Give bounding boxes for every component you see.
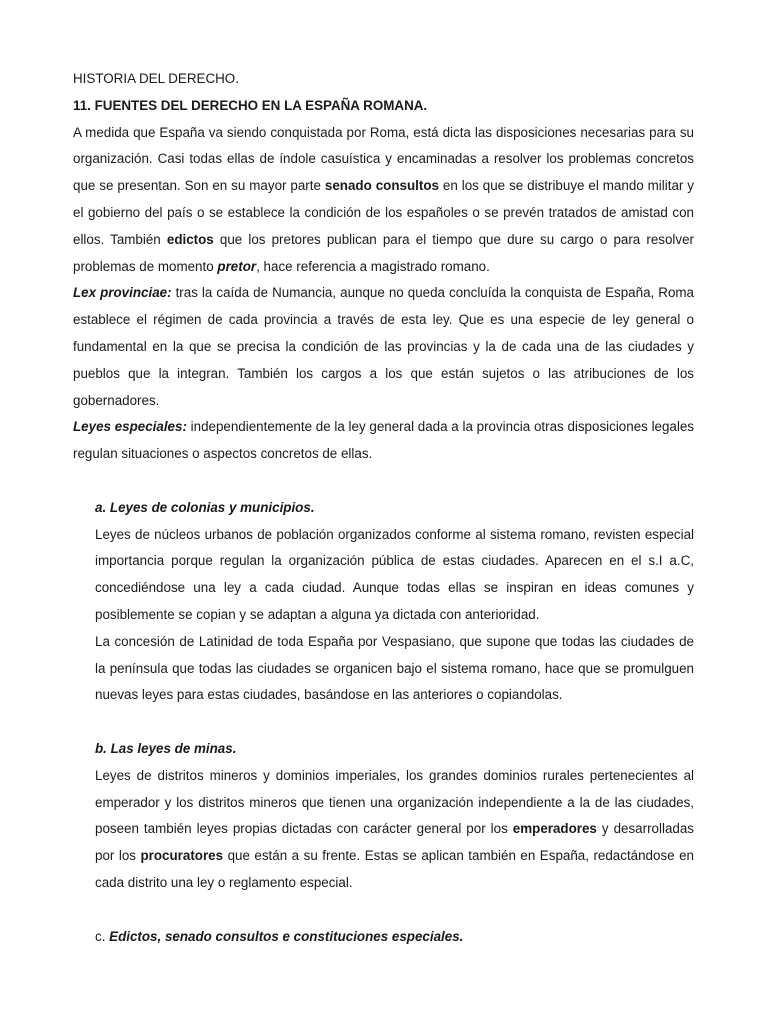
spacer — [73, 709, 694, 736]
leyes-especiales-text: independientemente de la ley general dada a la provincia otras disposiciones legales regulan situaciones o aspectos concretos de ellas. — [73, 419, 694, 462]
intro-text-1: A medida que España va siendo conquistada por Roma, está dicta las disposiciones necesarias para su organización. Casi todas ellas de índole casuística y encaminadas a resolver los problemas concretos que se presentan. Son en su mayor parte — [73, 124, 694, 194]
section-c — [95, 924, 694, 951]
section-c-prefix: c. — [95, 928, 110, 944]
section-heading — [73, 93, 694, 120]
term-pretor: pretor — [217, 258, 257, 274]
term-leyes-especiales: Leyes especiales: — [73, 419, 187, 435]
section-b-text-1: Leyes de distritos mineros y dominios imperiales, los grandes dominios rurales pertenecientes al emperador y los distritos mineros que tienen una organización independiente a la de las ciudades, poseen también leyes propias dictadas con carácter general por los — [95, 767, 694, 837]
section-heading-text: 11. FUENTES DEL DERECHO EN LA ESPAÑA ROMANA. — [73, 97, 428, 113]
section-b-heading — [95, 736, 694, 763]
section-c-heading-text: Edictos, senado consultos e constituciones especiales. — [109, 928, 464, 944]
intro-text-2: en los que se distribuye el mando militar y el gobierno del país o se establece la condición de los españoles o se prevén tratados de amistad con ellos. También — [73, 178, 694, 247]
term-edictos: edictos — [166, 231, 214, 247]
intro-text-4: , hace referencia a magistrado romano. — [256, 258, 490, 274]
document-page — [73, 66, 694, 950]
lex-provinciae-paragraph — [73, 280, 694, 414]
section-b-text-2: y desarrolladas por los — [95, 821, 694, 864]
spacer — [73, 468, 694, 495]
document-title: HISTORIA DEL DERECHO. — [73, 71, 239, 86]
section-b-text-3: que están a su frente. Estas se aplican también en España, redactándose en cada distrito una ley o reglamento especial. — [95, 848, 694, 890]
term-emperadores: emperadores — [512, 821, 597, 837]
intro-text-3: que los pretores publican para el tiempo que dure su cargo o para resolver problemas de momento — [73, 231, 694, 274]
section-a — [95, 495, 694, 709]
lex-provinciae-text: tras la caída de Numancia, aunque no queda concluída la conquista de España, Roma establece el régimen de cada provincia a través de esta ley. Que es una especie de ley general o fundamental en la que se precisa la condición de las provincias y la de cada una de las ciudades y pueblos que la integran. También los cargos a los que están sujetos o las atribuciones de los gobernadores. — [73, 285, 694, 408]
section-b — [95, 736, 694, 897]
section-a-heading-text: a. Leyes de colonias y municipios. — [95, 499, 315, 515]
leyes-especiales-paragraph — [73, 414, 694, 468]
intro-paragraph — [73, 120, 694, 281]
section-a-paragraph-1: Leyes de núcleos urbanos de población organizados conforme al sistema romano, revisten especial importancia porque regulan la organización pública de estas ciudades. Aparecen en el s.I a.C, concediéndose una ley a cada ciudad. Aunque todas ellas se inspiran en ideas comunes y posiblemente se copian y se adaptan a alguna ya dictada con anterioridad. — [95, 526, 694, 622]
term-lex-provinciae: Lex provinciae: — [73, 285, 172, 301]
term-procuratores: procuratores — [140, 848, 224, 864]
section-b-heading-text: b. Las leyes de minas. — [95, 740, 237, 756]
section-a-paragraph-2: La concesión de Latinidad de toda España por Vespasiano, que supone que todas las ciudades de la península que todas las ciudades se organicen bajo el sistema romano, hace que se promulguen nuevas leyes para estas ciudades, basándose en las anteriores o copiandolas. — [95, 633, 694, 703]
spacer — [73, 897, 694, 924]
section-a-heading — [95, 495, 694, 522]
section-c-heading — [95, 924, 694, 951]
term-senado-consultos: senado consultos — [324, 178, 439, 194]
section-b-paragraph — [95, 763, 694, 897]
